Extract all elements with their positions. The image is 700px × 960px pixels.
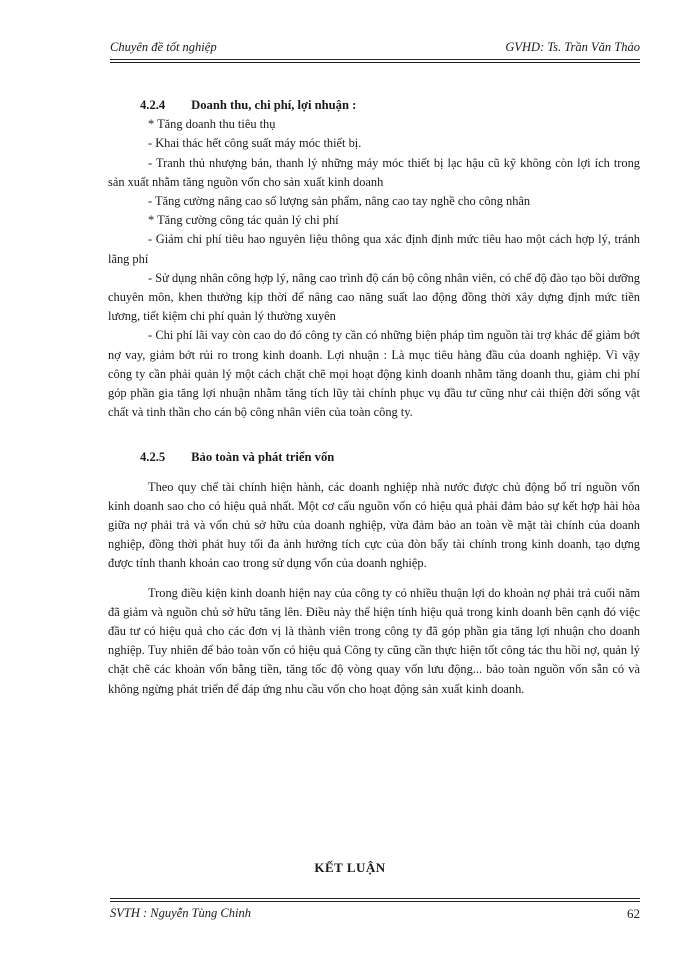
section-425-number: 4.2.5: [140, 450, 166, 465]
conclusion-heading: KẾT LUẬN: [314, 860, 386, 875]
header-document-type: Chuyên đề tốt nghiệp: [110, 40, 217, 54]
section-425-title: Bảo toàn và phát triển vốn: [191, 450, 335, 465]
section-424-title: Doanh thu, chi phí, lợi nhuận :: [191, 98, 357, 112]
page-number: 62: [627, 906, 640, 921]
section-425-heading: [108, 448, 640, 467]
paragraph: * Tăng cường công tác quản lý chi phí: [148, 213, 339, 228]
paragraph: - Tăng cường nâng cao số lượng sản phẩm, nâng cao tay nghề cho công nhân: [148, 194, 531, 209]
spacer: [108, 574, 640, 584]
paragraph: * Tăng doanh thu tiêu thụ: [148, 117, 276, 132]
paragraph: Trong điều kiện kinh doanh hiện nay của công ty có nhiều thuận lợi do khoản nợ phải trả cuối năm đã giảm và nguồn chủ sở hữu tăng lên. Điều này thể hiện tính hiệu quả trong kinh doanh bên cạnh đó việc đầu tư có hiệu quả cho các đơn vị là thành viên trong công ty đã góp phần gia tăng lợi nhuận cho doanh nghiệp. Tuy nhiên để bảo toàn vốn có hiệu quả Công ty cũng cần thực hiện tốt công tác thu hồi nợ, quản lý chặt chẽ các khoản vốn bằng tiền, tăng tốc độ vòng quay vốn lưu động... bảo toàn nguồn vốn sẵn có và không ngừng phát triển để đáp ứng nhu cầu vốn cho hoạt động sản xuất kinh doanh.: [108, 585, 640, 696]
section-424-heading: [108, 96, 640, 115]
page-header: [110, 38, 640, 58]
footer-rule: [110, 898, 640, 902]
spacer: [108, 422, 640, 448]
paragraph: - Tranh thủ nhượng bán, thanh lý những máy móc thiết bị lạc hậu cũ kỹ không còn lợi ích trong sản xuất nhằm tăng nguồn vốn cho sản xuất kinh doanh: [108, 155, 640, 189]
paragraph: - Sử dụng nhân công hợp lý, nâng cao trình độ cán bộ công nhân viên, có chế độ đào tạo bồi dưỡng chuyên môn, khen thưởng kịp thời để nâng cao năng suất lao động đồng thời xây dựng định mức tiền lương, tiết kiệm chi phí quản lý thường xuyên: [108, 270, 640, 324]
paragraph: - Giảm chi phí tiêu hao nguyên liệu thông qua xác định định mức tiêu hao một cách hợp lý, tránh lãng phí: [108, 232, 640, 266]
paragraph: Theo quy chế tài chính hiện hành, các doanh nghiệp nhà nước được chủ động bố trí nguồn vốn kinh doanh sao cho có hiệu quả nhất. Một cơ cấu nguồn vốn có hiệu quả phải đảm bảo sự kết hợp hài hòa giữa nợ phải trả và vốn chủ sở hữu của doanh nghiệp, vừa đảm bảo an toàn về mặt tài chính của doanh nghiệp, đồng thời phát huy tối đa ảnh hưởng tích cực của đòn bẩy tài chính trong kinh doanh, tạo dựng được tính thanh khoản cao trong sử dụng vốn của doanh nghiệp.: [108, 479, 640, 571]
paragraph: - Chi phí lãi vay còn cao do đó công ty cần có những biện pháp tìm nguồn tài trợ khác để giảm bớt nợ vay, giảm bớt rủi ro trong kinh doanh. Lợi nhuận : Là mục tiêu hàng đầu của doanh nghiệp. Vì vậy công ty cần phải quản lý một cách chặt chẽ mọi hoạt động kinh doanh nhằm tăng doanh thu, giảm chi phí góp phần gia tăng lợi nhuận nhằm tăng tích lũy tài chính phục vụ đầu tư cũng như cải thiện đời sống vật chất và tinh thần cho cán bộ công nhân viên của toàn công ty.: [108, 328, 640, 420]
section-424-number: 4.2.4: [140, 98, 166, 112]
page-body: [108, 96, 640, 699]
header-rule: [110, 59, 640, 63]
header-advisor: GVHD: Ts. Trần Văn Thảo: [505, 40, 640, 54]
paragraph: - Khai thác hết công suất máy móc thiết bị.: [148, 136, 362, 151]
spacer: [108, 468, 640, 478]
footer-author: SVTH : Nguyễn Tùng Chinh: [110, 906, 251, 920]
